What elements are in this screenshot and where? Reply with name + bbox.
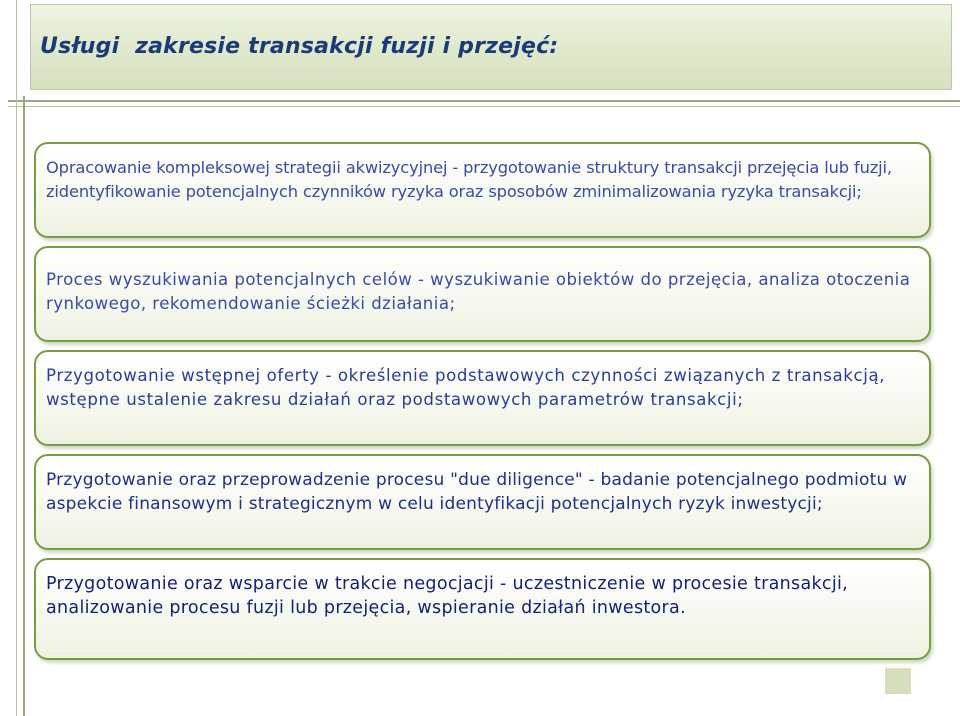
vertical-rule-thin: [16, 0, 17, 716]
service-item-text: Przygotowanie oraz przeprowadzenie procesu "due diligence" - badanie potencjalnego podmiotu w aspekcie finansowym i strategicznym w celu identyfikacji potencjalnych ryzyk inwestycji;: [46, 470, 908, 514]
service-item-text: Przygotowanie wstępnej oferty - określenie podstawowych czynności związanych z transakcją, wstępne ustalenie zakresu działań oraz podstawowych parametrów transakcji;: [46, 366, 886, 409]
horizontal-rule-thick: [8, 100, 960, 102]
service-item-text: Opracowanie kompleksowej strategii akwizycyjnej - przygotowanie struktury transakcji przejęcia lub fuzji, zidentyfikowanie potencjalnych czynników ryzyka oraz sposobów zminimalizowania ryzyka transakcji;: [46, 158, 892, 201]
service-item-text: Proces wyszukiwania potencjalnych celów - wyszukiwanie obiektów do przejęcia, analiza otoczenia rynkowego, rekomendowanie ścieżki działania;: [46, 270, 911, 313]
service-item-negotiations: [34, 558, 931, 660]
service-item-due-diligence: [34, 454, 931, 550]
service-item-target-search: [34, 246, 931, 342]
service-item-text: Przygotowanie oraz wsparcie w trakcie negocjacji - uczestniczenie w procesie transakcji, analizowanie procesu fuzji lub przejęcia, wspieranie działań inwestora.: [46, 574, 849, 618]
slide-title: Usługi zakresie transakcji fuzji i przejęć:: [40, 34, 559, 59]
horizontal-rule-thin: [8, 106, 960, 107]
service-item-strategy: [34, 142, 931, 238]
corner-decoration: [885, 668, 911, 694]
service-item-preliminary-offer: [34, 350, 931, 446]
vertical-rule-thick: [23, 96, 25, 716]
